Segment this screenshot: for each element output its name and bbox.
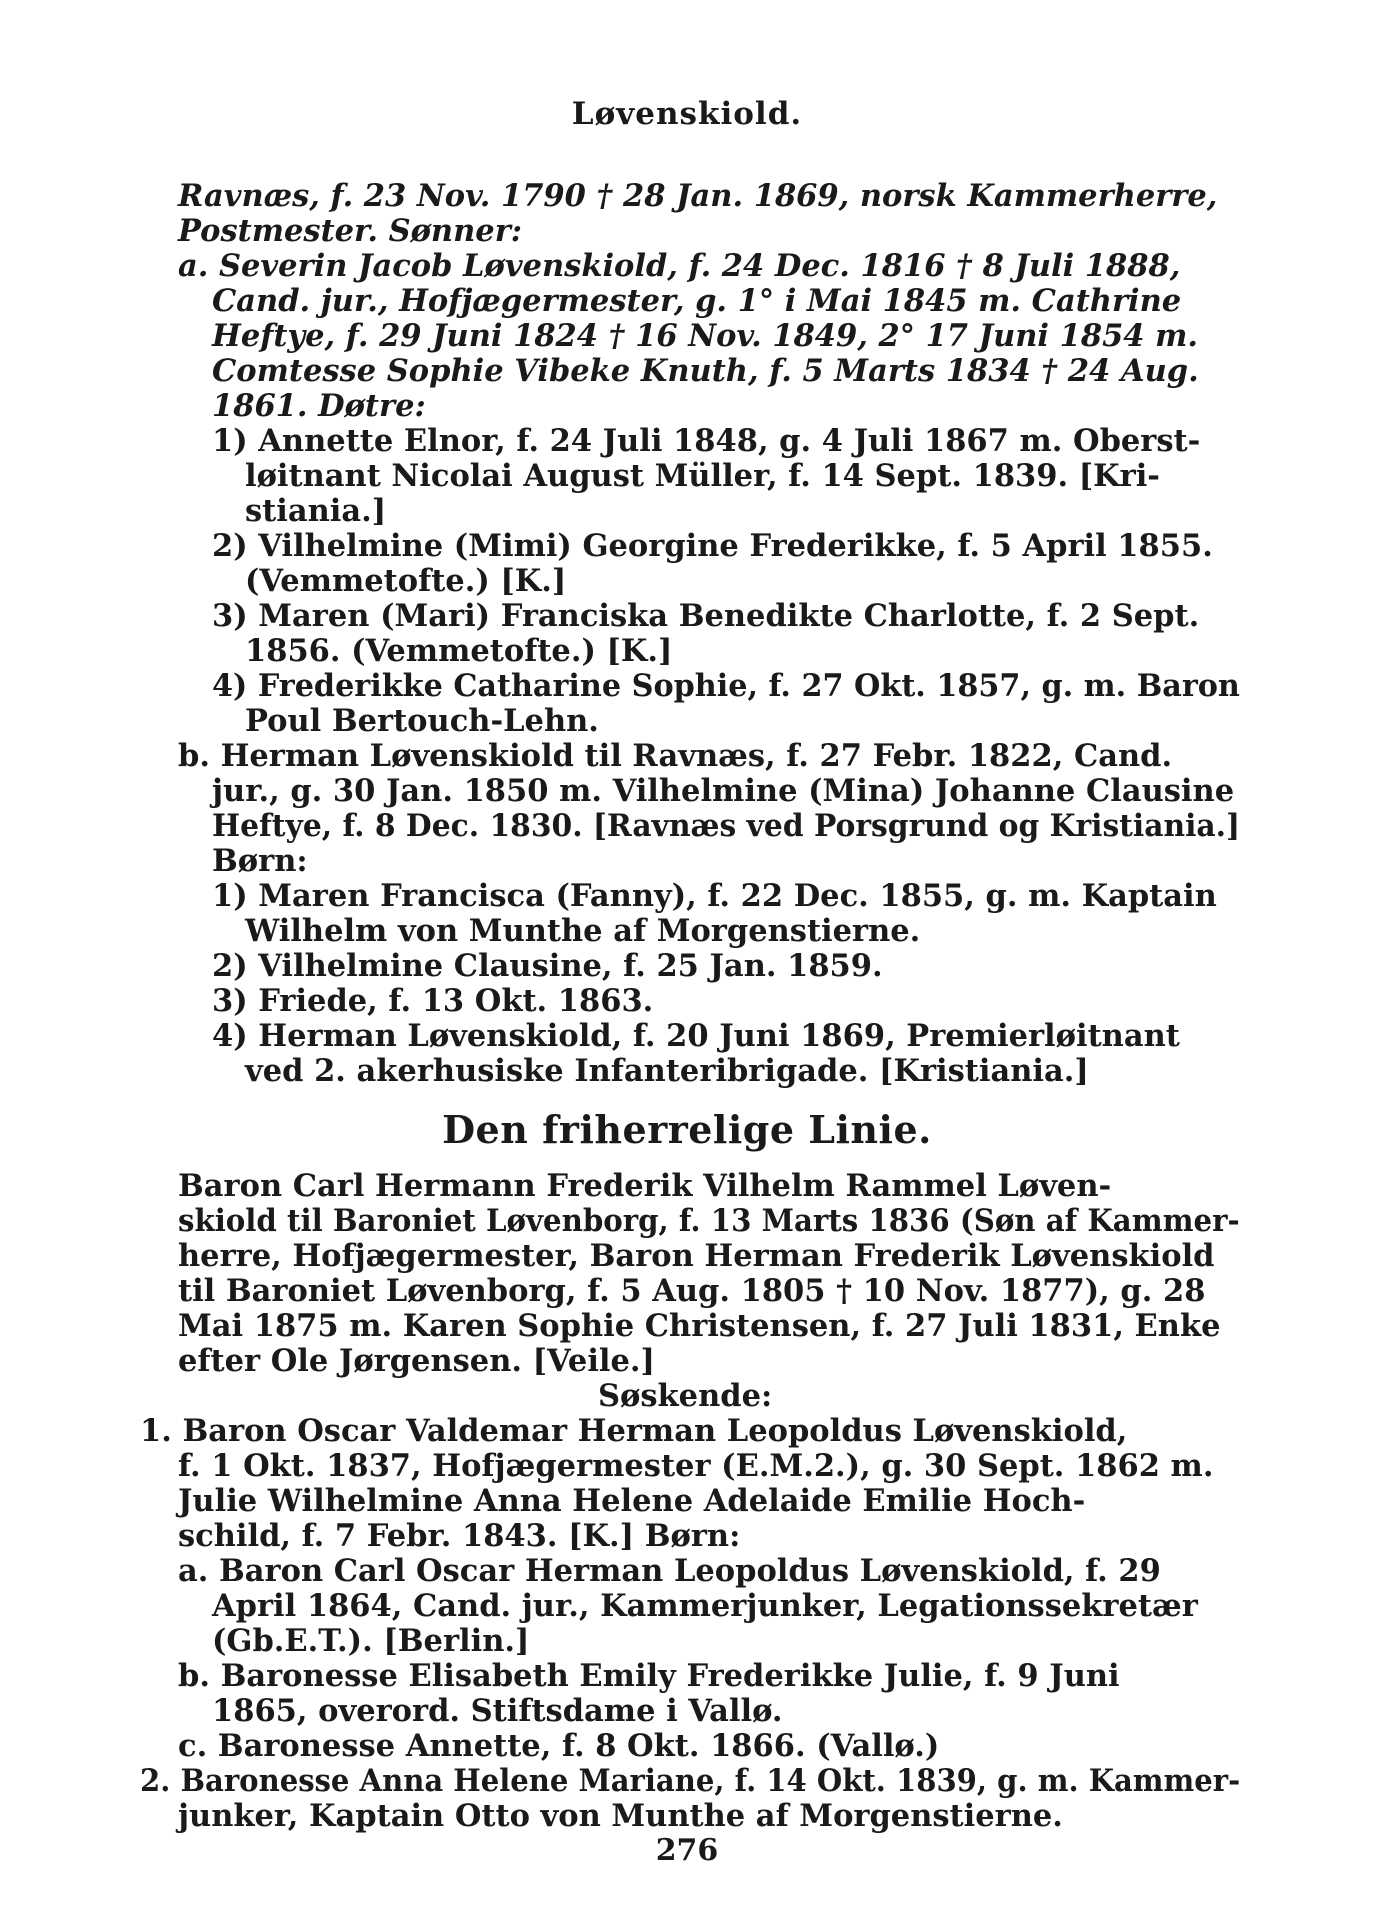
text-line: til Baroniet Løvenborg, f. 5 Aug. 1805 † 10 Nov. 1877), g. 28 <box>178 1273 1206 1309</box>
text-line: 1856. (Vemmetofte.) [K.] <box>245 633 673 669</box>
text-line: 2. Baronesse Anna Helene Mariane, f. 14 Okt. 1839, g. m. Kammer- <box>140 1763 1241 1799</box>
text-line: Wilhelm von Munthe af Morgenstierne. <box>245 913 921 949</box>
text-line: Comtesse Sophie Vibeke Knuth, f. 5 Marts 1834 † 24 Aug. <box>212 353 1199 389</box>
text-line: b. Herman Løvenskiold til Ravnæs, f. 27 Febr. 1822, Cand. <box>178 738 1173 774</box>
text-line: a. Baron Carl Oscar Herman Leopoldus Løvenskiold, f. 29 <box>178 1553 1161 1589</box>
text-line: 1. Baron Oscar Valdemar Herman Leopoldus Løvenskiold, <box>140 1413 1128 1449</box>
text-line: Baron Carl Hermann Frederik Vilhelm Rammel Løven- <box>178 1168 1112 1204</box>
text-line: 1865, overord. Stiftsdame i Vallø. <box>212 1693 783 1729</box>
text-line: 4) Herman Løvenskiold, f. 20 Juni 1869, Premierløitnant <box>212 1018 1180 1054</box>
text-line: efter Ole Jørgensen. [Veile.] <box>178 1343 655 1379</box>
text-line: junker, Kaptain Otto von Munthe af Morgenstierne. <box>178 1798 1063 1834</box>
text-line: ved 2. akerhusiske Infanteribrigade. [Kristiania.] <box>245 1053 1089 1089</box>
text-line: Søskende: <box>598 1378 773 1414</box>
text-line: April 1864, Cand. jur., Kammerjunker, Legationssekretær <box>212 1588 1198 1624</box>
text-line: Heftye, f. 8 Dec. 1830. [Ravnæs ved Porsgrund og Kristiania.] <box>212 808 1241 844</box>
text-line: Mai 1875 m. Karen Sophie Christensen, f. 27 Juli 1831, Enke <box>178 1308 1221 1344</box>
text-line: schild, f. 7 Febr. 1843. [K.] Børn: <box>178 1518 741 1554</box>
text-line: (Gb.E.T.). [Berlin.] <box>212 1623 530 1659</box>
text-line: skiold til Baroniet Løvenborg, f. 13 Marts 1836 (Søn af Kammer- <box>178 1203 1240 1239</box>
text-line: Cand. jur., Hofjægermester, g. 1° i Mai 1845 m. Cathrine <box>212 283 1182 319</box>
text-line: Poul Bertouch-Lehn. <box>245 703 599 739</box>
running-head: Løvenskiold. <box>571 96 803 132</box>
text-line: 4) Frederikke Catharine Sophie, f. 27 Okt. 1857, g. m. Baron <box>212 668 1240 704</box>
text-line: 3) Maren (Mari) Franciska Benedikte Charlotte, f. 2 Sept. <box>212 598 1200 634</box>
text-line: Julie Wilhelmine Anna Helene Adelaide Emilie Hoch- <box>178 1483 1086 1519</box>
text-line: 1861. Døtre: <box>212 388 426 424</box>
text-line: jur., g. 30 Jan. 1850 m. Vilhelmine (Mina) Johanne Clausine <box>212 773 1235 809</box>
text-line: b. Baronesse Elisabeth Emily Frederikke Julie, f. 9 Juni <box>178 1658 1120 1694</box>
text-line: (Vemmetofte.) [K.] <box>245 563 567 599</box>
text-line: 2) Vilhelmine (Mimi) Georgine Frederikke, f. 5 April 1855. <box>212 528 1213 564</box>
section-heading: Den friherrelige Linie. <box>442 1107 932 1152</box>
text-line: løitnant Nicolai August Müller, f. 14 Sept. 1839. [Kri- <box>245 458 1160 494</box>
page-number: 276 <box>655 1833 719 1868</box>
text-line: stiania.] <box>245 493 387 529</box>
text-line: Børn: <box>212 843 308 879</box>
text-line: f. 1 Okt. 1837, Hofjægermester (E.M.2.), g. 30 Sept. 1862 m. <box>178 1448 1214 1484</box>
text-line: Heftye, f. 29 Juni 1824 † 16 Nov. 1849, 2° 17 Juni 1854 m. <box>212 318 1199 354</box>
text-line: 1) Annette Elnor, f. 24 Juli 1848, g. 4 Juli 1867 m. Oberst- <box>212 423 1201 459</box>
text-line: 2) Vilhelmine Clausine, f. 25 Jan. 1859. <box>212 948 883 984</box>
text-line: 3) Friede, f. 13 Okt. 1863. <box>212 983 654 1019</box>
text-line: Postmester. Sønner: <box>178 213 523 249</box>
text-line: 1) Maren Francisca (Fanny), f. 22 Dec. 1855, g. m. Kaptain <box>212 878 1217 914</box>
text-line: Ravnæs, f. 23 Nov. 1790 † 28 Jan. 1869, norsk Kammerherre, <box>178 178 1218 214</box>
text-line: c. Baronesse Annette, f. 8 Okt. 1866. (Vallø.) <box>178 1728 940 1764</box>
text-line: herre, Hofjægermester, Baron Herman Frederik Løvenskiold <box>178 1238 1215 1274</box>
text-line: a. Severin Jacob Løvenskiold, f. 24 Dec. 1816 † 8 Juli 1888, <box>178 248 1181 284</box>
